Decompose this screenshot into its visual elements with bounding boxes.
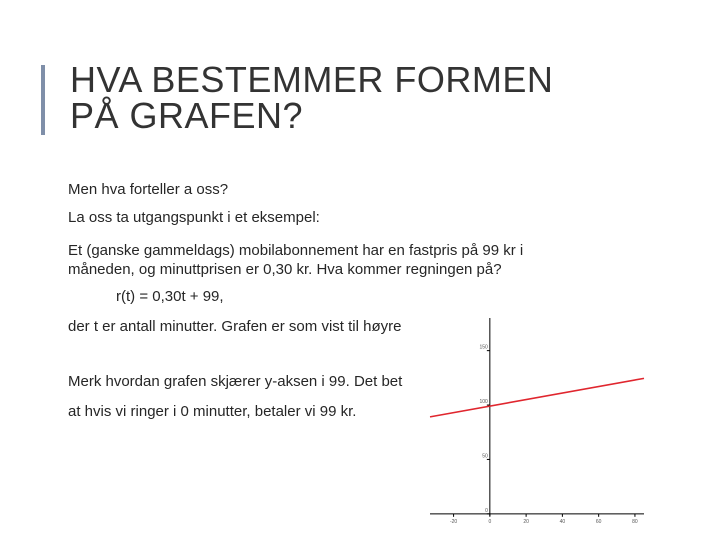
example-line-2: måneden, og minuttprisen er 0,30 kr. Hva kommer regningen på? xyxy=(68,261,502,278)
x-tick-label-4: 60 xyxy=(595,518,602,525)
chart-svg xyxy=(430,318,644,525)
y-tick-label-2: 100 xyxy=(479,399,488,406)
y-tick-label-3: 150 xyxy=(479,344,488,351)
question-text: Men hva forteller a oss? xyxy=(68,181,229,198)
slide-title xyxy=(70,59,690,136)
line-graph xyxy=(430,318,644,525)
x-tick-label-3: 40 xyxy=(559,518,566,525)
example-line-1: Et (ganske gammeldags) mobilabonnement har en fastpris på 99 kr i xyxy=(68,242,524,259)
intercept-explanation-text: at hvis vi ringer i 0 minutter, betaler vi 99 kr. xyxy=(68,403,357,420)
title-line-1: HVA BESTEMMER FORMEN xyxy=(70,59,554,100)
x-tick-label-2: 20 xyxy=(523,518,529,525)
intercept-note-text: Merk hvordan grafen skjærer y-aksen i 99. Det bet xyxy=(68,373,403,390)
y-tick-label-1: 50 xyxy=(482,453,488,460)
example-intro-text: La oss ta utgangspunkt i et eksempel: xyxy=(68,209,320,226)
y-tick-label-0: 0 xyxy=(485,507,488,514)
title-accent-bar xyxy=(41,65,45,135)
graph-reference-text: der t er antall minutter. Grafen er som vist til høyre xyxy=(68,318,402,335)
example-description xyxy=(68,241,523,279)
x-tick-label-1: 0 xyxy=(488,518,492,525)
formula-text: r(t) = 0,30t + 99, xyxy=(116,288,224,305)
series-line-0 xyxy=(430,378,644,417)
x-tick-label-0: -20 xyxy=(449,518,458,525)
title-line-2: PÅ GRAFEN? xyxy=(70,95,304,136)
x-tick-label-5: 80 xyxy=(632,518,638,525)
